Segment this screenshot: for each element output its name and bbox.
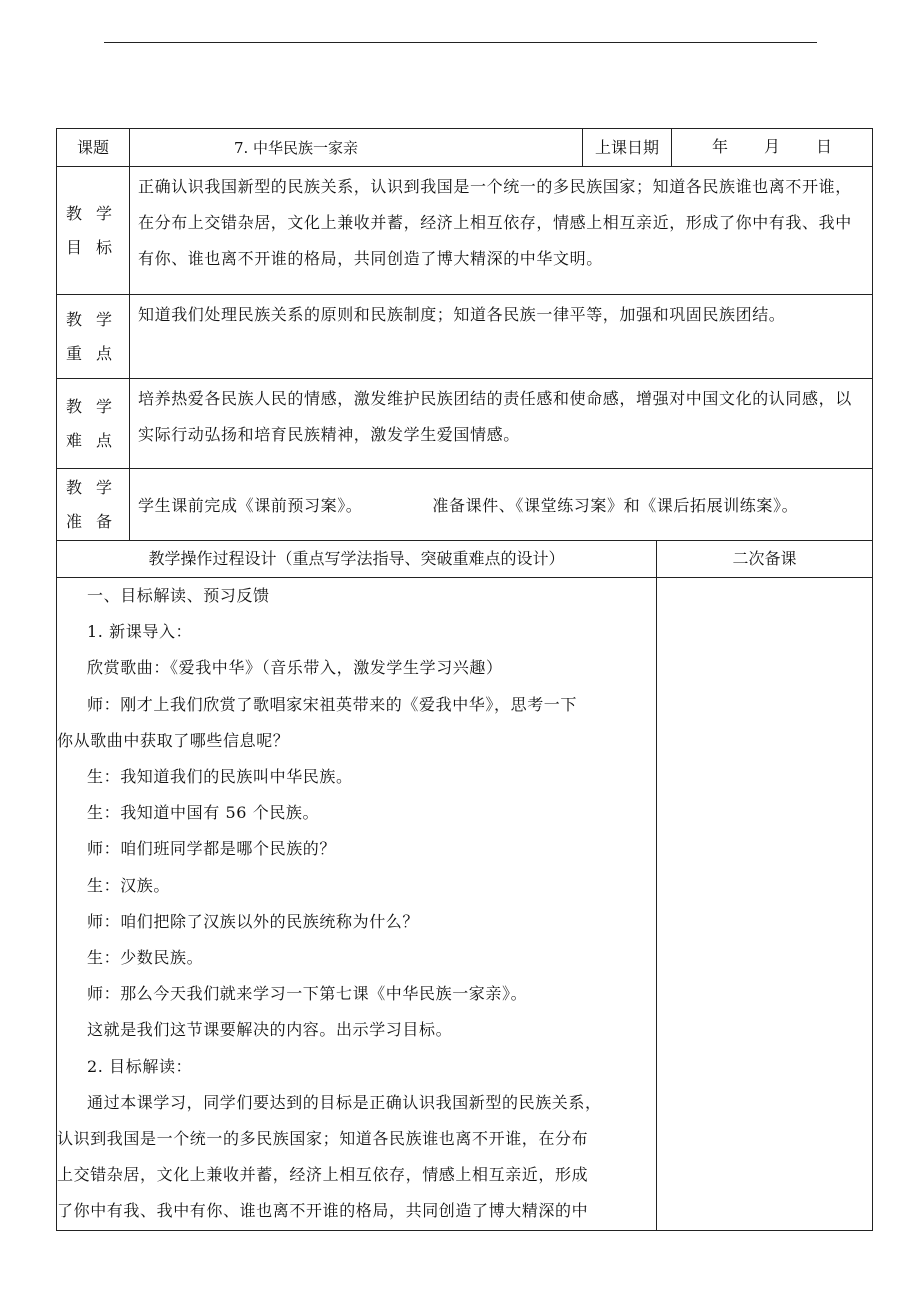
process-line: 师：那么今天我们就来学习一下第七课《中华民族一家亲》。 bbox=[87, 984, 528, 1004]
teacher-prep: 准备课件、《课堂练习案》和《课后拓展训练案》。 bbox=[432, 495, 799, 515]
process-line: 生：我知道中国有 56 个民族。 bbox=[87, 803, 320, 823]
difficulties-row bbox=[57, 379, 873, 469]
process-line: 认识到我国是一个统一的多民族国家；知道各民族谁也离不开谁，在分布 bbox=[57, 1129, 589, 1149]
process-line: 你从歌曲中获取了哪些信息呢？ bbox=[57, 730, 290, 750]
revision-notes bbox=[657, 578, 873, 1231]
process-line: 欣赏歌曲：《爱我中华》（音乐带入，激发学生学习兴趣） bbox=[87, 658, 503, 678]
class-date bbox=[672, 129, 873, 167]
process-line: 一、目标解读、预习反馈 bbox=[87, 586, 270, 605]
lesson-plan-table bbox=[56, 128, 873, 1231]
process-row bbox=[57, 578, 873, 1231]
process-line: 生：少数民族。 bbox=[87, 948, 204, 968]
month-label: 月 bbox=[764, 137, 781, 156]
process-line: 师：咱们班同学都是哪个民族的？ bbox=[87, 839, 337, 859]
objectives-label: 教学 目标 bbox=[57, 167, 130, 295]
process-header-row bbox=[57, 541, 873, 578]
objectives-text: 正确认识我国新型的民族关系，认识到我国是一个统一的多民族国家；知道各民族谁也离不开谁，在分布上交错杂居，文化上兼收并蓄，经济上相互依存，情感上相互亲近，形成了你中有我、我中有你、谁也离不开谁的格局，共同创造了博大精深的中华文明。 bbox=[130, 167, 873, 295]
process-line: 1. 新课导入： bbox=[87, 622, 193, 642]
process-line: 生：汉族。 bbox=[87, 875, 171, 895]
year-label: 年 bbox=[711, 137, 728, 156]
process-line: 师：咱们把除了汉族以外的民族统称为什么？ bbox=[87, 911, 420, 931]
process-line: 上交错杂居，文化上兼收并蓄，经济上相互依存，情感上相互亲近，形成 bbox=[57, 1165, 589, 1185]
course-title: 7. 中华民族一家亲 bbox=[130, 129, 583, 167]
student-prep: 学生课前完成《课前预习案》。 bbox=[138, 495, 363, 515]
preparation-row bbox=[57, 469, 873, 541]
key-points-label: 教学 重点 bbox=[57, 295, 130, 379]
day-label: 日 bbox=[816, 137, 833, 156]
process-line: 这就是我们这节课要解决的内容。出示学习目标。 bbox=[87, 1020, 453, 1040]
key-points-row bbox=[57, 295, 873, 379]
difficulties-label: 教学 难点 bbox=[57, 379, 130, 469]
preparation-text bbox=[130, 469, 873, 541]
process-line: 生：我知道我们的民族叫中华民族。 bbox=[87, 767, 353, 787]
process-line: 2. 目标解读： bbox=[87, 1056, 193, 1076]
title-row bbox=[57, 129, 873, 167]
preparation-label: 教学 准备 bbox=[57, 469, 130, 541]
process-header: 教学操作过程设计（重点写学法指导、突破重难点的设计） bbox=[57, 541, 657, 578]
difficulties-text: 培养热爱各民族人民的情感，激发维护民族团结的责任感和使命感，增强对中国文化的认同感，以实际行动弘扬和培育民族精神，激发学生爱国情感。 bbox=[130, 379, 873, 469]
process-content bbox=[57, 578, 657, 1231]
process-line: 通过本课学习，同学们要达到的目标是正确认识我国新型的民族关系， bbox=[87, 1092, 602, 1112]
header-rule bbox=[104, 42, 817, 43]
process-line: 师：刚才上我们欣赏了歌唱家宋祖英带来的《爱我中华》，思考一下 bbox=[87, 694, 578, 714]
objectives-row bbox=[57, 167, 873, 295]
revision-header: 二次备课 bbox=[657, 541, 873, 578]
date-label: 上课日期 bbox=[583, 129, 672, 167]
key-points-text: 知道我们处理民族关系的原则和民族制度；知道各民族一律平等，加强和巩固民族团结。 bbox=[130, 295, 873, 379]
course-label: 课题 bbox=[57, 129, 130, 167]
process-line: 了你中有我、我中有你、谁也离不开谁的格局，共同创造了博大精深的中 bbox=[57, 1201, 589, 1221]
